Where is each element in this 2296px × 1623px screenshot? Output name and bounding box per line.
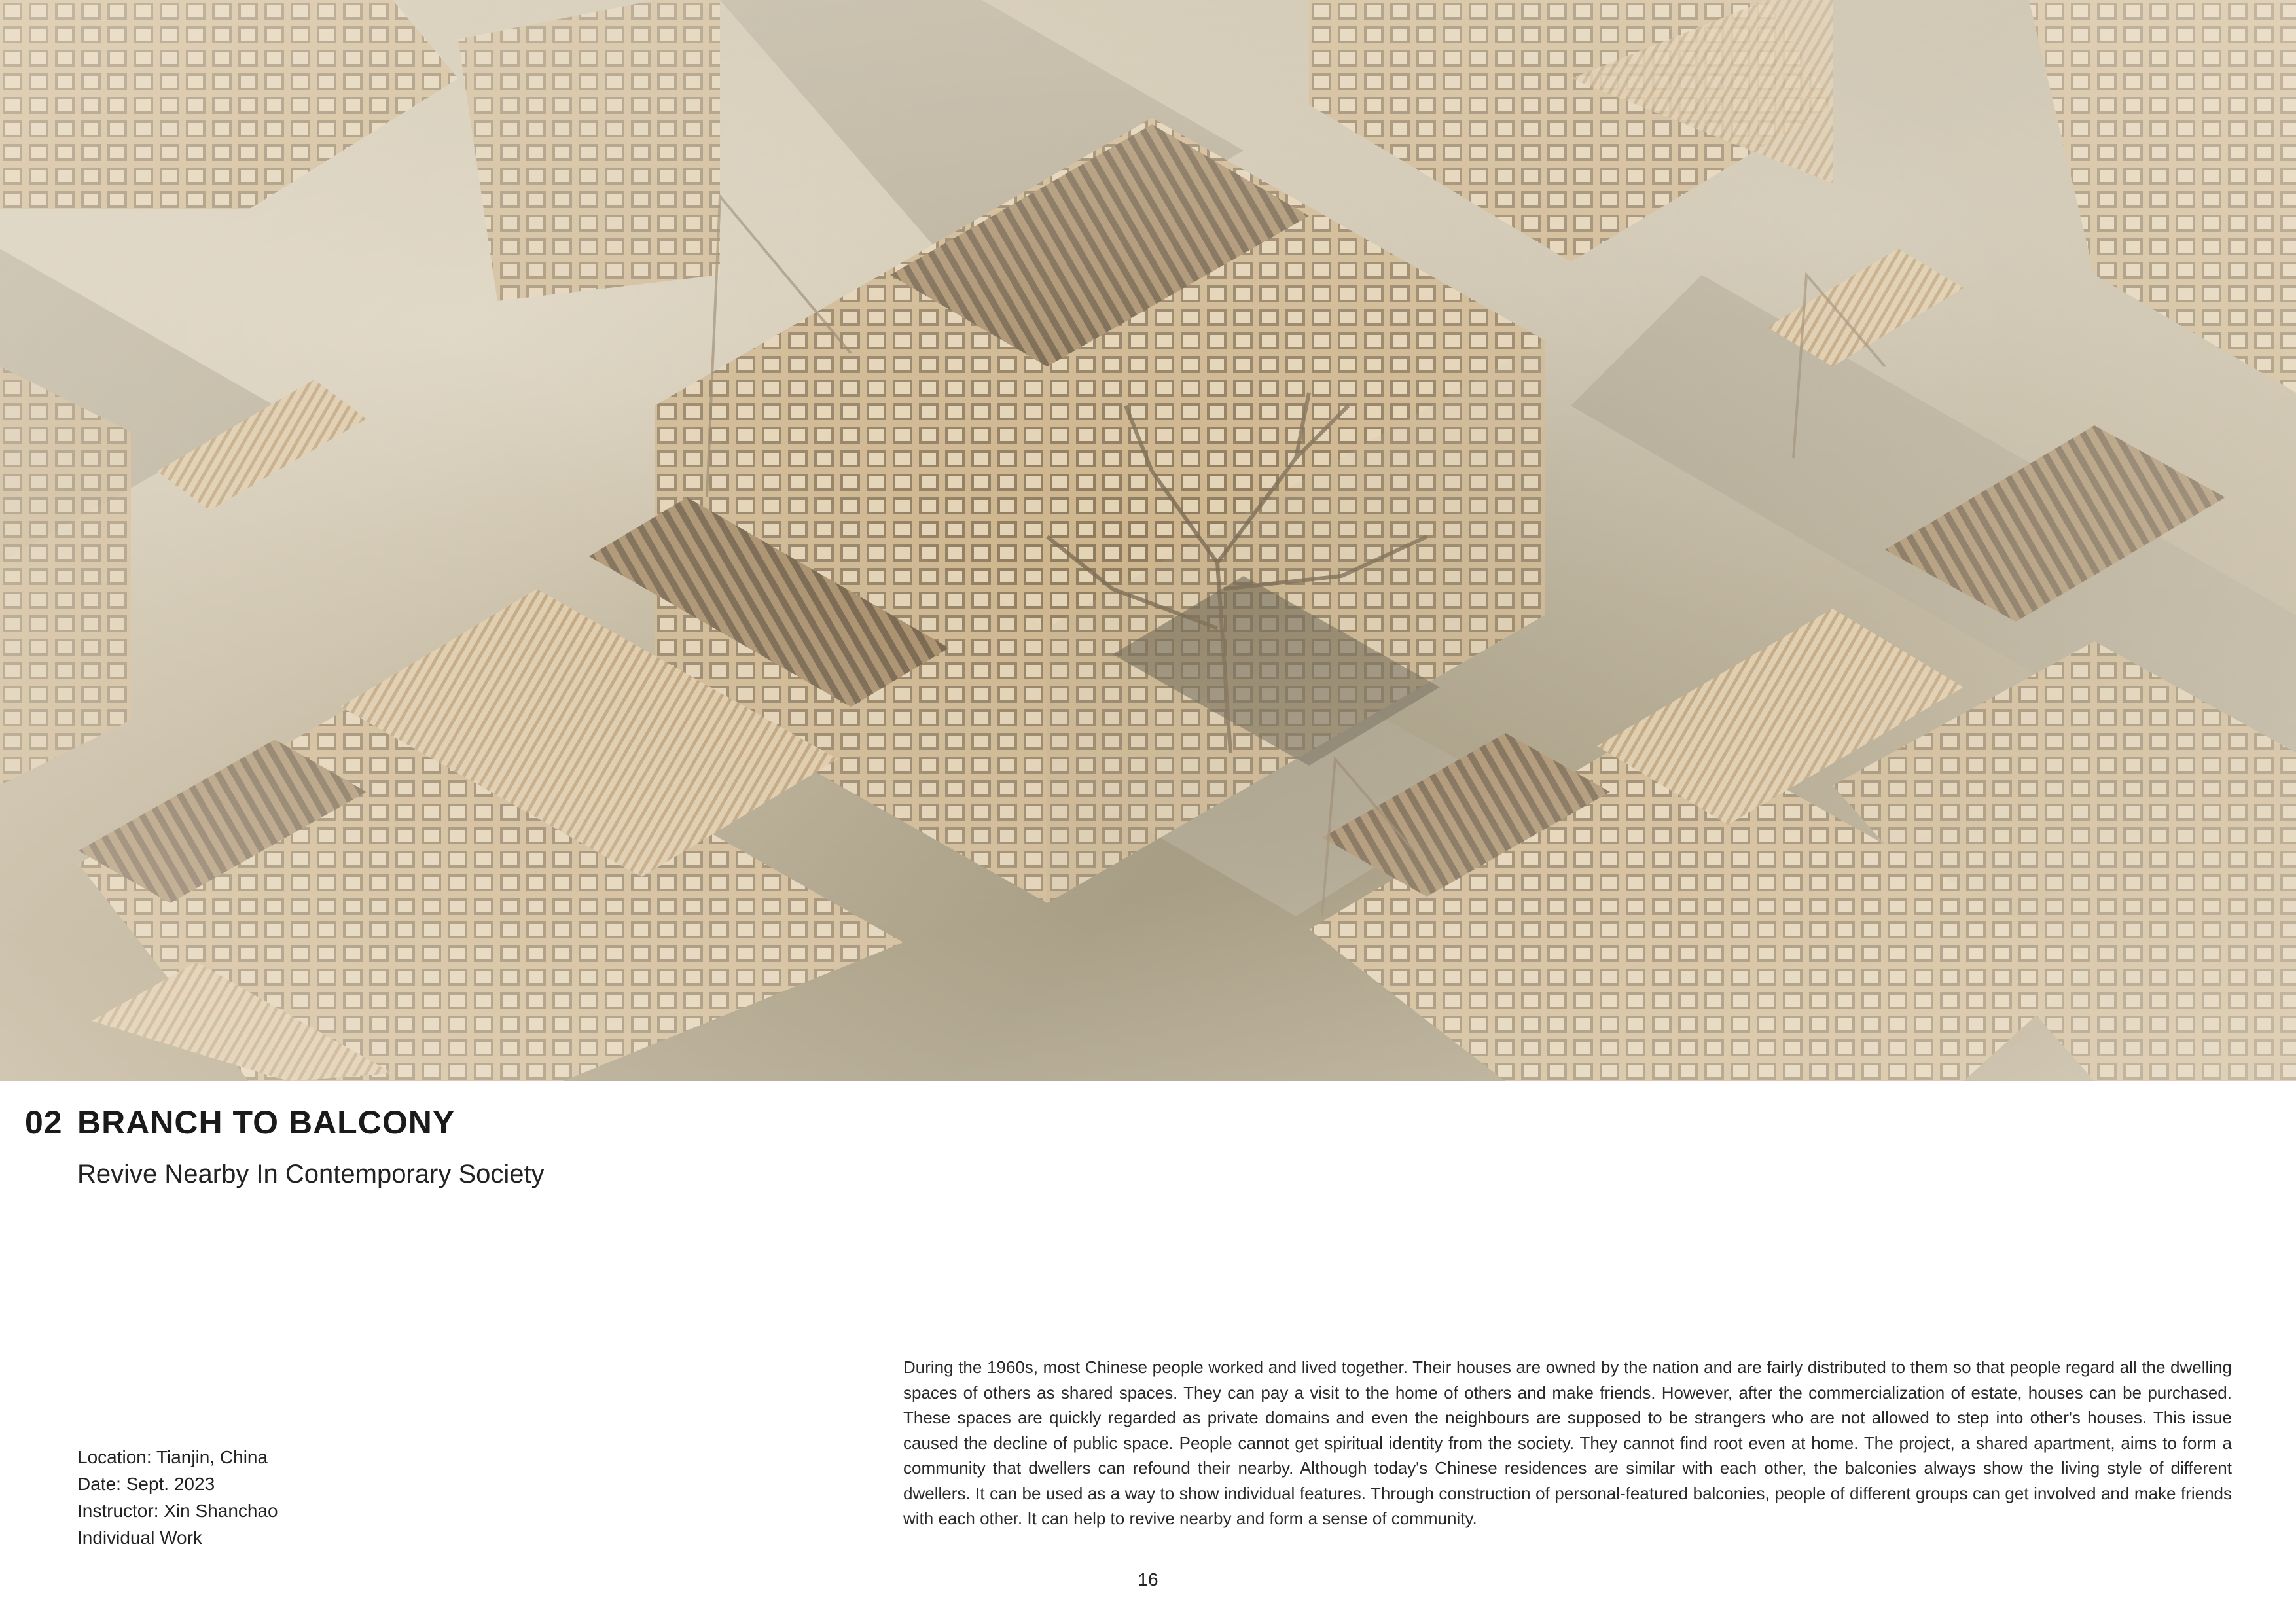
- project-description: During the 1960s, most Chinese people worked and lived together. Their houses are owned by the nation and are fairly distributed to them so that people regard all the dwelling spaces of others as shared spaces. They can pay a visit to the home of others and make friends. However, after the commercialization of estate, houses can be purchased. These spaces are quickly regarded as private domains and even the neighbours are supposed to be strangers who are not allowed to step into other's houses. This issue caused the decline of public space. People cannot get spiritual identity from the society. They cannot find root even at home. The project, a shared apartment, aims to form a community that dwellers can refound their nearby. Although today's Chinese residences are similar with each other, the balconies always show the living style of different dwellers. It can be used as a way to show individual features. Through construction of personal-featured balconies, people of different groups can get involved and make friends with each other. It can help to revive nearby and form a sense of community.: [903, 1357, 2232, 1528]
- project-number: 02: [25, 1104, 63, 1141]
- meta-instructor: Instructor: Xin Shanchao: [77, 1501, 278, 1521]
- page-number: 16: [1138, 1569, 1158, 1590]
- meta-date: Date: Sept. 2023: [77, 1474, 215, 1494]
- project-title: BRANCH TO BALCONY: [77, 1104, 456, 1141]
- meta-work-type: Individual Work: [77, 1527, 202, 1548]
- meta-location: Location: Tianjin, China: [77, 1447, 268, 1467]
- project-meta: [77, 1444, 278, 1551]
- project-subtitle: Revive Nearby In Contemporary Society: [77, 1160, 545, 1188]
